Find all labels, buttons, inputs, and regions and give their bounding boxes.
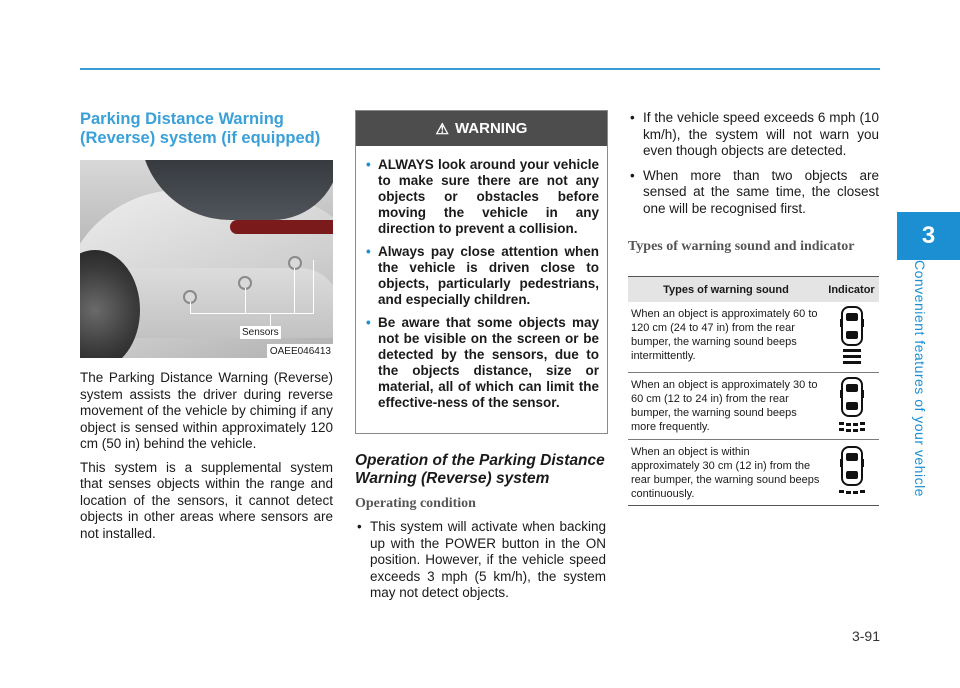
car-indicator-near-icon (837, 445, 867, 497)
warning-box (355, 110, 608, 434)
chapter-tab: 3 (897, 212, 960, 260)
warning-heading: WARNING (454, 120, 528, 137)
table-row (628, 302, 879, 373)
operating-condition-heading: Operating condition (355, 496, 476, 511)
supplemental-paragraph: This system is a supplemental system that senses objects within the range and location of the sensors, it cannot detect objects in other areas where sensors are not installed. (80, 459, 333, 541)
sound-description: When an object is approximately 30 to 60 cm (12 to 24 in) from the rear bumper, the warning sound beeps more frequently. (628, 373, 824, 440)
table-header-row (628, 277, 879, 303)
warning-item: • ALWAYS look around your vehicle to make sure there are not any objects or obstacles before moving the vehicle in any direction to prevent a collision. (366, 157, 599, 236)
sound-description: When an object is within approximately 30 cm (12 in) from the rear bumper, the warning sound beeps continuously. (628, 440, 824, 506)
warning-types-table (628, 276, 879, 506)
table-row (628, 373, 879, 440)
header-rule (80, 68, 880, 70)
column-header: Indicator (824, 277, 879, 303)
warning-types-heading: Types of warning sound and indicator (628, 239, 855, 254)
warning-list (366, 157, 599, 411)
figure-code: OAEE046413 (267, 344, 333, 358)
bullet-icon: • (366, 244, 371, 259)
condition-item: • If the vehicle speed exceeds 6 mph (10 km/h), the system will not warn you even though objects are detected. (630, 110, 879, 158)
sound-description: When an object is approximately 60 to 120 cm (24 to 47 in) from the rear bumper, the warning sound beeps intermittently. (628, 302, 824, 373)
condition-item: • This system will activate when backing up with the POWER button in the ON position. However, if the vehicle speed exceeds 3 mph (5 km/h), the system may not detect objects. (357, 519, 606, 600)
chapter-title: Convenient features of your vehicle (912, 260, 928, 497)
bullet-icon: • (366, 315, 371, 330)
intro-paragraph: The Parking Distance Warning (Reverse) system assists the driver during reverse movement of the vehicle by chiming if any object is sensed within approximately 120 cm (50 in) behind the vehicle. (80, 370, 333, 451)
car-indicator-mid-icon (837, 376, 867, 432)
warning-triangle-icon: ⚠ (435, 120, 449, 138)
sensors-callout: Sensors (242, 327, 279, 338)
warning-header (356, 111, 607, 146)
warning-item: • Be aware that some objects may not be visible on the screen or be detected by the sensors, due to the objects distance, size or material, all of which can limit the effective-ness of the sensor. (366, 315, 599, 410)
page-number: 3-91 (851, 628, 880, 644)
car-indicator-far-icon (839, 305, 865, 365)
right-column (628, 110, 879, 255)
bullet-icon: • (366, 157, 371, 172)
table-row (628, 440, 879, 506)
rear-bumper-photo (80, 160, 333, 358)
sensor-marker (288, 256, 302, 270)
operation-section (355, 452, 606, 602)
column-header: Types of warning sound (628, 277, 824, 303)
warning-item: • Always pay close attention when the vehicle is driven close to objects, particularly pedestrians, and especially children. (366, 244, 599, 307)
left-column (80, 110, 333, 542)
section-title: Parking Distance Warning (Reverse) system (if equipped) (80, 110, 321, 147)
condition-item: • When more than two objects are sensed at the same time, the closest one will be recognised first. (630, 167, 879, 216)
operation-title: Operation of the Parking Distance Warning (Reverse) system (355, 452, 605, 487)
